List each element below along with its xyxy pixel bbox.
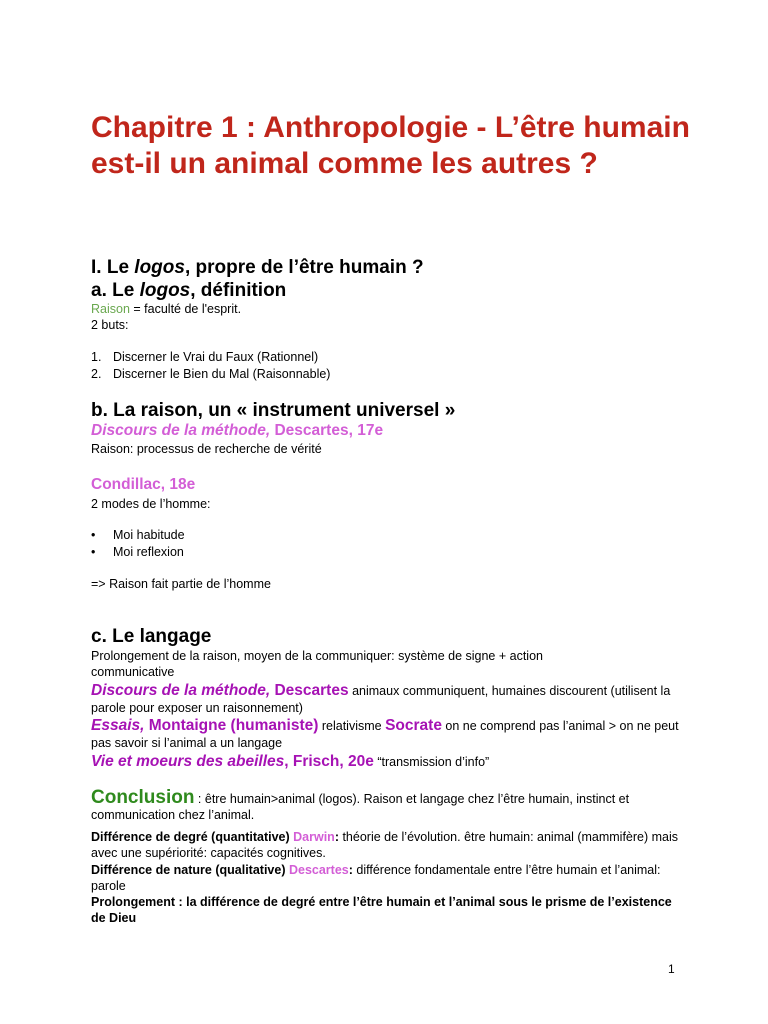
source-text: relativisme (318, 719, 386, 733)
subheading-a (91, 279, 286, 303)
degree-label: Différence de degré (quantitative) (91, 830, 290, 844)
section-heading-1 (91, 256, 424, 280)
list-item-text: Moi reflexion (113, 545, 184, 559)
list-item (91, 349, 319, 365)
source-montaigne (91, 717, 681, 751)
page-title: Chapitre 1 : Anthropologie - L’être humain est-il un animal comme les autres ? (91, 111, 690, 180)
heading-text: I. Le (91, 257, 135, 278)
nature-text: différence fondamentale entre l’être humain et l’animal: parole (91, 863, 661, 893)
raison-conclusion: => Raison fait partie de l’homme (91, 577, 271, 591)
bullet-marker: • (91, 545, 96, 559)
list-item (91, 527, 185, 543)
colon: : (334, 830, 339, 844)
conclusion-text: : être humain>animal (logos). Raison et langage chez l’être humain, instinct et communication chez l’animal. (91, 792, 630, 822)
subheading-b: b. La raison, un « instrument universel » (91, 400, 456, 421)
source-text: on ne comprend pas l’animal > on ne peut pas savoir si l’animal a un langage (91, 719, 679, 750)
source-author: Descartes (270, 682, 349, 699)
source-condillac: Condillac, 18e (91, 476, 196, 493)
bullet-marker: • (91, 528, 96, 542)
source-author: , Frisch, 20e (284, 753, 374, 770)
list-item (91, 544, 184, 560)
source-text: “transmission d’info” (373, 755, 490, 769)
list-item (91, 366, 331, 382)
raison-term: Raison (91, 302, 130, 316)
source-title: Discours de la méthode, (91, 422, 271, 439)
list-item-text: Discerner le Vrai du Faux (Rationnel) (113, 350, 319, 364)
source-socrate: Socrate (385, 717, 442, 734)
difference-degre (91, 829, 681, 861)
raison-def-text: = faculté de l'esprit. (129, 302, 242, 316)
raison-definition (91, 301, 681, 317)
prolongement: Prolongement : la différence de degré entre l’être humain et l’animal sous le prisme de l’existence de Dieu (91, 895, 672, 925)
list-item-text: Moi habitude (113, 528, 185, 542)
subheading-c: c. Le langage (91, 626, 212, 647)
degree-text: théorie de l’évolution. être humain: animal (mammifère) mais avec une supériorité: capacités cognitives. (91, 830, 679, 860)
author-darwin: Darwin (289, 830, 335, 844)
heading-text: , propre de l’être humain ? (184, 257, 424, 278)
source-frisch (91, 753, 681, 771)
source-author: Montaigne (humaniste) (144, 717, 319, 734)
source-title: Essais, (91, 717, 145, 734)
conclusion-label: Conclusion (91, 787, 195, 808)
raison-process: Raison: processus de recherche de vérité (91, 442, 322, 456)
conclusion-block (91, 787, 681, 823)
buts-label: 2 buts: (91, 318, 129, 332)
modes-label: 2 modes de l’homme: (91, 497, 211, 511)
difference-nature (91, 862, 681, 894)
heading-text: a. Le (91, 280, 140, 301)
source-author: Descartes, 17e (270, 422, 384, 439)
source-title: Discours de la méthode, (91, 682, 271, 699)
author-descartes: Descartes (285, 863, 349, 877)
list-item-text: Discerner le Bien du Mal (Raisonnable) (113, 367, 331, 381)
heading-emphasis: logos (134, 257, 185, 278)
list-marker: 2. (91, 367, 102, 381)
heading-emphasis: logos (139, 280, 191, 301)
heading-text: , définition (190, 280, 287, 301)
source-title: Vie et moeurs des abeilles (91, 753, 285, 770)
nature-label: Différence de nature (qualitative) (91, 863, 286, 877)
colon: : (348, 863, 353, 877)
page-number: 1 (668, 962, 675, 976)
list-marker: 1. (91, 350, 102, 364)
langage-intro: Prolongement de la raison, moyen de la communiquer: système de signe + action communicative (91, 649, 543, 679)
source-descartes (91, 422, 681, 440)
source-descartes-langage (91, 682, 681, 716)
source-text: animaux communiquent, humaines discourent (utilisent la parole pour exposer un raisonnement) (91, 684, 671, 715)
